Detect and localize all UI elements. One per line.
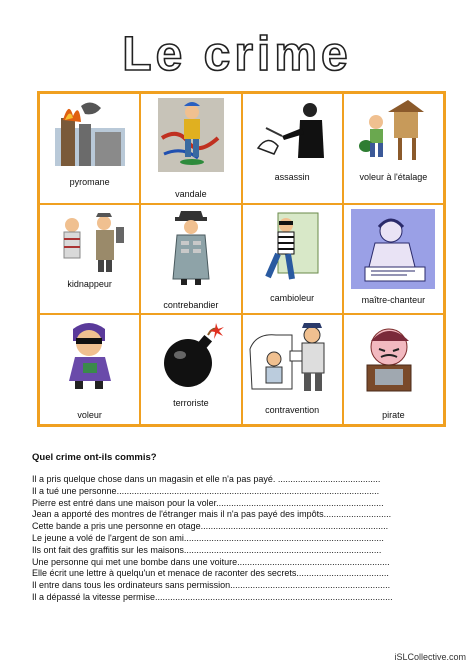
- sentence-line: Une personne qui met une bombe dans une voiture.............................................................: [32, 556, 390, 567]
- cell-label: kidnappeur: [67, 278, 112, 289]
- sentence-line: Il entre dans tous les ordinateurs sans permission................................................................: [32, 580, 391, 591]
- cell-label: cambioleur: [270, 292, 315, 303]
- cell-voleur-etalage: [343, 93, 444, 204]
- sentence-line: Il a pris quelque chose dans un magasin et elle n'a pas payé. .........................................: [32, 474, 381, 484]
- cell-label: maître-chanteur: [361, 294, 426, 305]
- cell-kidnappeur: [39, 204, 140, 315]
- sentence-line: Elle écrit une lettre à quelqu'un et menace de raconter des secrets.....................................: [32, 568, 389, 579]
- cell-label: voleur: [77, 410, 102, 421]
- computer-pirate-icon: [351, 319, 435, 397]
- assassin-knife-icon: [252, 98, 332, 164]
- exercise-sentences: [32, 474, 422, 604]
- thief-mask-icon: [55, 319, 125, 391]
- footer-watermark: iSLCollective.com: [394, 652, 466, 662]
- cell-terroriste: [140, 314, 241, 425]
- cell-cambioleur: [242, 204, 343, 315]
- cell-label: terroriste: [173, 398, 209, 409]
- sentence-line: Jean a apporté des montres de l'étranger mais il n'a pas payé des impôts...........................: [32, 509, 392, 520]
- cell-label: contravention: [265, 405, 320, 416]
- burglar-window-icon: [258, 209, 326, 285]
- sentence-line: Il a dépassé la vitesse permise...............................................................................................: [32, 591, 393, 602]
- cell-label: pirate: [382, 410, 405, 421]
- cell-label: assassin: [274, 172, 310, 182]
- vandal-graffiti-icon: [158, 98, 224, 172]
- shoplifter-icon: [358, 98, 428, 164]
- page-title: Le crime: [122, 28, 352, 81]
- exercise-question: Quel crime ont-ils commis?: [32, 452, 157, 463]
- cell-label: contrebandier: [163, 299, 219, 310]
- cell-vandale: [140, 93, 241, 204]
- sentence-line: Le jeune a volé de l'argent de son ami................................................................................: [32, 532, 384, 543]
- cell-contrebandier: [140, 204, 241, 315]
- cell-label: vandale: [175, 189, 207, 199]
- smuggler-coat-icon: [161, 209, 221, 287]
- kidnapper-phone-icon: [52, 209, 128, 275]
- cell-pyromane: [39, 93, 140, 204]
- cell-pirate: [343, 314, 444, 425]
- sentence-line: Cette bande a pris une personne en otage...........................................................................: [32, 521, 389, 532]
- crime-picture-grid: [37, 91, 446, 427]
- sentence-line: Ils ont fait des graffitis sur les maisons...............................................................................: [32, 544, 382, 555]
- cell-voleur: [39, 314, 140, 425]
- burning-building-icon: [51, 98, 129, 170]
- bomb-icon: [156, 319, 226, 391]
- sentence-line: Pierre est entré dans une maison pour la voler...................................................................: [32, 497, 384, 508]
- police-ticket-icon: [246, 319, 338, 395]
- blackmailer-writing-icon: [351, 209, 435, 289]
- sentence-line: Il a tué une personne.........................................................................................................: [32, 485, 380, 496]
- cell-assassin: [242, 93, 343, 204]
- cell-label: pyromane: [69, 177, 110, 187]
- cell-label: voleur à l'étalage: [359, 172, 428, 182]
- cell-contravention: [242, 314, 343, 425]
- cell-maitre-chanteur: [343, 204, 444, 315]
